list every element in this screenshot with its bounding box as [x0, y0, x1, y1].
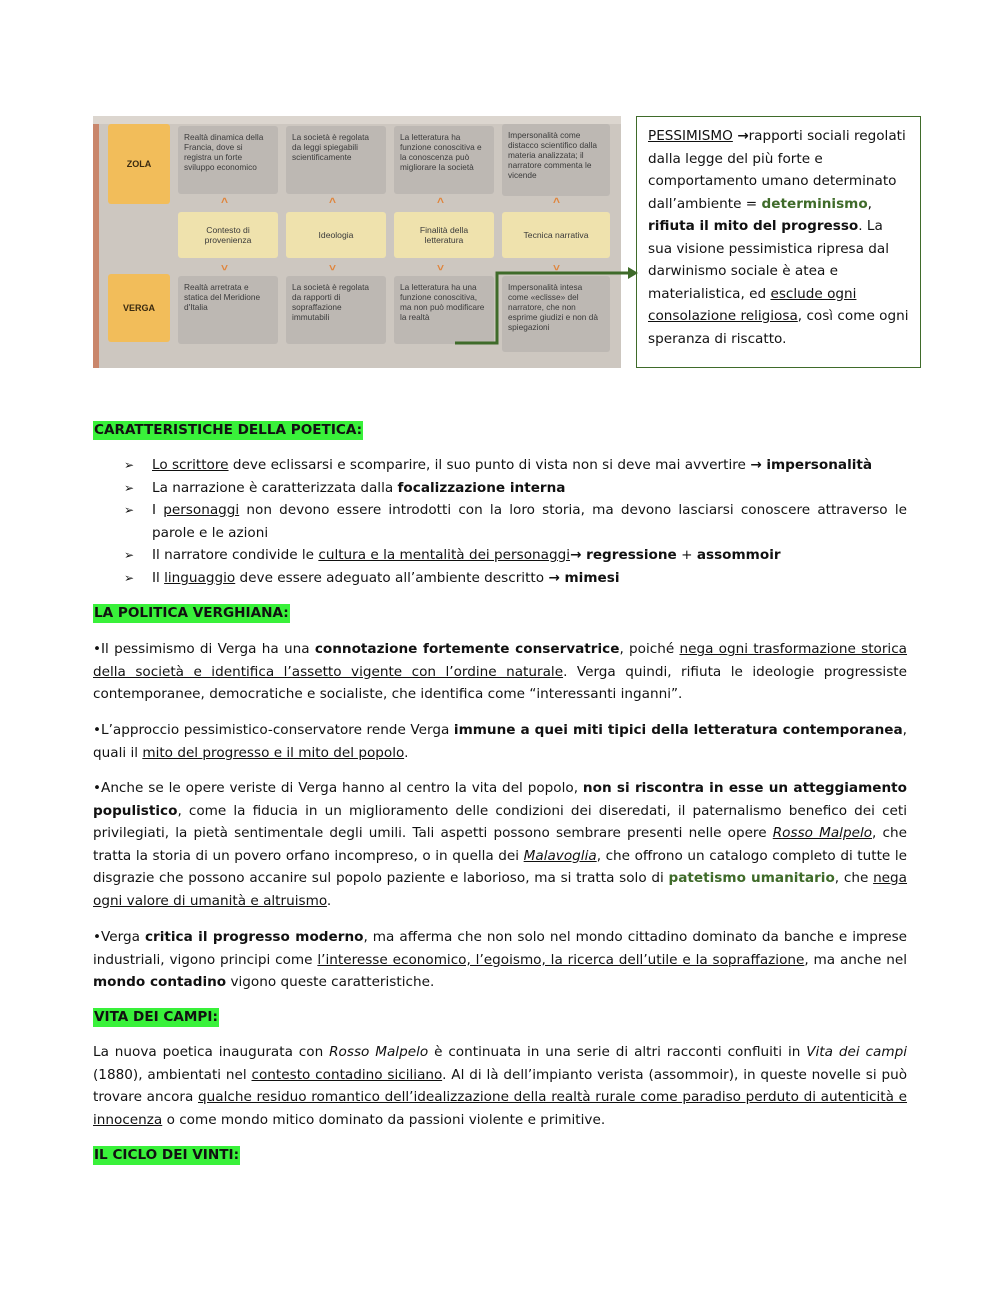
determinismo-term: determinismo: [761, 195, 868, 212]
text: , ma anche nel: [804, 951, 907, 968]
patetismo-umanitario: patetismo umanitario: [668, 870, 835, 886]
arrowhead-bullet-icon: ➢: [124, 503, 135, 517]
chevron-up-icon: ^: [221, 195, 229, 209]
text: , che: [834, 870, 874, 886]
text: , che tratta la storia di un povero orfano incompreso, o in quella dei: [93, 825, 907, 864]
bullet-text: I: [152, 502, 164, 518]
photo-side-bar: [93, 124, 99, 368]
text: è continuata in una serie di altri racconti confluiti in: [428, 1044, 807, 1060]
text: •Il pessimismo di Verga ha una: [93, 641, 315, 657]
arrow-icon: →: [750, 457, 762, 473]
arrow-icon: →: [737, 128, 749, 144]
text: , come la fiducia in un miglioramento delle condizioni dei diseredati, il paternalismo benefico dei ceti privilegiati, la pietà sentimentale degli umili. Tali aspetti possono sembrare presenti nelle opere: [93, 802, 907, 841]
underlined-text: mito del progresso e il mito del popolo: [142, 744, 405, 761]
bullet-text: Il: [152, 569, 165, 586]
linguaggio-term: linguaggio: [164, 569, 236, 586]
heading-politica: LA POLITICA VERGHIANA:: [94, 605, 289, 621]
pessimismo-box: [636, 116, 921, 368]
criterion-purpose: Finalità della letteratura: [394, 212, 494, 258]
text: La nuova poetica inaugurata con: [93, 1044, 330, 1060]
photo-top-strip: [93, 116, 621, 124]
chevron-down-icon: ^: [329, 259, 337, 273]
rosso-malpelo-title: Rosso Malpelo: [772, 825, 873, 841]
arrow-icon: →: [570, 547, 582, 563]
heading-caratteristiche: CARATTERISTICHE DELLA POETICA:: [94, 422, 363, 438]
criterion-context: Contesto di provenienza: [178, 212, 278, 258]
list-item: [124, 499, 907, 544]
pessimismo-text-1: rapporti sociali regolati dalla legge del più forte e comportamento umano determinato dall’ambiente =: [648, 128, 906, 212]
malavoglia-title: Malavoglia: [523, 847, 597, 864]
comparison-table-photo: [93, 116, 621, 368]
rifiuta-mito-progresso: rifiuta il mito del progresso: [648, 218, 859, 234]
politica-paragraph-1: [93, 638, 907, 706]
arrowhead-bullet-icon: ➢: [124, 480, 135, 495]
cultura-mentalita-term: cultura e la mentalità dei personaggi: [318, 547, 570, 563]
underlined-text: contesto contadino siciliano: [251, 1066, 443, 1083]
text: , poiché: [619, 641, 680, 657]
list-item: [124, 454, 907, 477]
rosso-malpelo-title: Rosso Malpelo: [329, 1044, 429, 1060]
bold-text: non si riscontra in esse un atteggiamento populistico: [93, 780, 907, 819]
verga-cell-ideology: La società è regolata da rapporti di sopraffazione immutabili: [286, 276, 386, 344]
bullet-text: deve eclissarsi e scomparire, il suo punto di vista non si deve mai avvertire: [228, 457, 751, 473]
text: •Verga: [93, 929, 145, 945]
zola-label: ZOLA: [108, 124, 170, 204]
list-item: [124, 544, 907, 567]
underlined-text: nega ogni trasformazione storica della società e identifica l’assetto vigente con l’ordine naturale: [93, 641, 908, 680]
chevron-down-icon: ^: [221, 259, 229, 273]
heading-vita-dei-campi: VITA DEI CAMPI:: [94, 1009, 218, 1025]
personaggi-term: personaggi: [163, 502, 240, 518]
underlined-text: nega ogni valore di umanità e altruismo: [93, 870, 908, 909]
underlined-text: qualche residuo romantico dell’idealizzazione della realtà rurale come paradiso perduto di autenticità e innocenza: [93, 1089, 908, 1128]
list-item: [124, 567, 907, 590]
verga-label: VERGA: [108, 274, 170, 342]
text: •Anche se le opere veriste di Verga hanno al centro la vita del popolo,: [93, 780, 583, 796]
politica-paragraph-2: [93, 719, 907, 764]
politica-paragraph-3: [93, 777, 907, 912]
zola-cell-context: Realtà dinamica della Francia, dove si registra un forte sviluppo economico: [178, 126, 278, 194]
bold-text: critica il progresso moderno: [144, 929, 364, 945]
verga-cell-technique: Impersonalità intesa come «eclisse» del narratore, che non esprime giudizi e non dà spiegazioni: [502, 276, 610, 352]
pessimismo-text-3: , così come ogni speranza di riscatto.: [648, 308, 909, 347]
text: •L’approccio pessimistico-conservatore rende Verga: [93, 722, 454, 738]
text: , che offrono un catalogo completo di tutte le disgrazie che possono accanire sul popolo paziente e laborioso, ma si tratta solo di: [93, 847, 907, 886]
chevron-down-icon: ^: [553, 259, 561, 273]
bullet-text: La narrazione è caratterizzata dalla: [152, 479, 398, 496]
bullet-text: Il narratore condivide le: [152, 547, 319, 563]
chevron-down-icon: ^: [437, 259, 445, 273]
bullet-text: non devono essere introdotti con la loro storia, ma devono lasciarsi conoscere attraverso le parole e le azioni: [152, 502, 907, 541]
vita-dei-campi-title: Vita dei campi: [806, 1044, 907, 1060]
impersonalita-term: impersonalità: [761, 457, 873, 473]
heading-ciclo-dei-vinti: IL CICLO DEI VINTI:: [94, 1147, 240, 1163]
text: . Verga quindi, rifiuta le ideologie progressiste contemporanee, democratiche e socialiste, che identifica come “interessanti inganni”.: [93, 663, 907, 702]
chevron-up-icon: ^: [553, 195, 561, 209]
zola-cell-technique: Impersonalità come distacco scientifico dalla materia analizzata; il narratore commenta le vicende: [502, 124, 610, 196]
poetica-bullet-list: [124, 454, 907, 589]
bullet-text: deve essere adeguato all’ambiente descritto: [235, 569, 549, 586]
text: .: [326, 892, 332, 909]
esclude-consolazione: esclude ogni consolazione religiosa: [648, 285, 857, 324]
pessimismo-text-2: . La sua visione pessimistica ripresa dal darwinismo sociale è atea e materialistica, ed: [648, 218, 890, 302]
criterion-technique: Tecnica narrativa: [502, 212, 610, 258]
text: vigono queste caratteristiche.: [226, 974, 435, 990]
verga-cell-context: Realtà arretrata e statica del Meridione d'Italia: [178, 276, 278, 344]
arrow-icon: →: [548, 569, 560, 586]
pessimismo-term: PESSIMISMO: [648, 128, 733, 144]
comma: ,: [867, 195, 872, 212]
arrowhead-bullet-icon: ➢: [124, 458, 135, 472]
mimesi-term: mimesi: [559, 569, 620, 586]
zola-cell-purpose: La letteratura ha funzione conoscitiva e la conoscenza può migliorare la società: [394, 126, 494, 194]
assommoir-term: assommoir: [696, 547, 781, 563]
criterion-ideology: Ideologia: [286, 212, 386, 258]
text: . Al di là dell’impianto verista (assommoir), in queste novelle si può trovare ancora: [93, 1066, 908, 1105]
bold-text: immune a quei miti tipici della letteratura contemporanea: [453, 722, 903, 738]
verga-cell-purpose: La letteratura ha una funzione conoscitiva, ma non può modificare la realtà: [394, 276, 494, 344]
chevron-up-icon: ^: [437, 195, 445, 209]
text: (1880), ambientati nel: [93, 1066, 252, 1083]
underlined-text: l’interesse economico, l’egoismo, la ricerca dell’utile e la sopraffazione: [317, 951, 805, 968]
text: , quali il: [93, 722, 907, 761]
text: , ma afferma che non solo nel mondo cittadino dominato da banche e imprese industriali, vigono principi come: [93, 929, 908, 968]
regressione-term: regressione: [581, 547, 677, 563]
bold-text: connotazione fortemente conservatrice: [314, 641, 620, 657]
politica-paragraph-4: [93, 926, 907, 994]
bold-text: mondo contadino: [93, 974, 227, 990]
lo-scrittore: Lo scrittore: [152, 457, 229, 473]
focalizzazione-term: focalizzazione interna: [397, 479, 566, 496]
plus-sign: +: [676, 547, 697, 563]
zola-cell-ideology: La società è regolata da leggi spiegabili scientificamente: [286, 126, 386, 194]
arrowhead-bullet-icon: ➢: [124, 570, 135, 585]
vita-paragraph: [93, 1041, 907, 1131]
text: o come mondo mitico dominato da passioni violente e primitive.: [162, 1111, 606, 1128]
list-item: [124, 477, 907, 500]
text: .: [404, 744, 409, 761]
chevron-up-icon: ^: [329, 195, 337, 209]
arrowhead-bullet-icon: ➢: [124, 548, 135, 562]
